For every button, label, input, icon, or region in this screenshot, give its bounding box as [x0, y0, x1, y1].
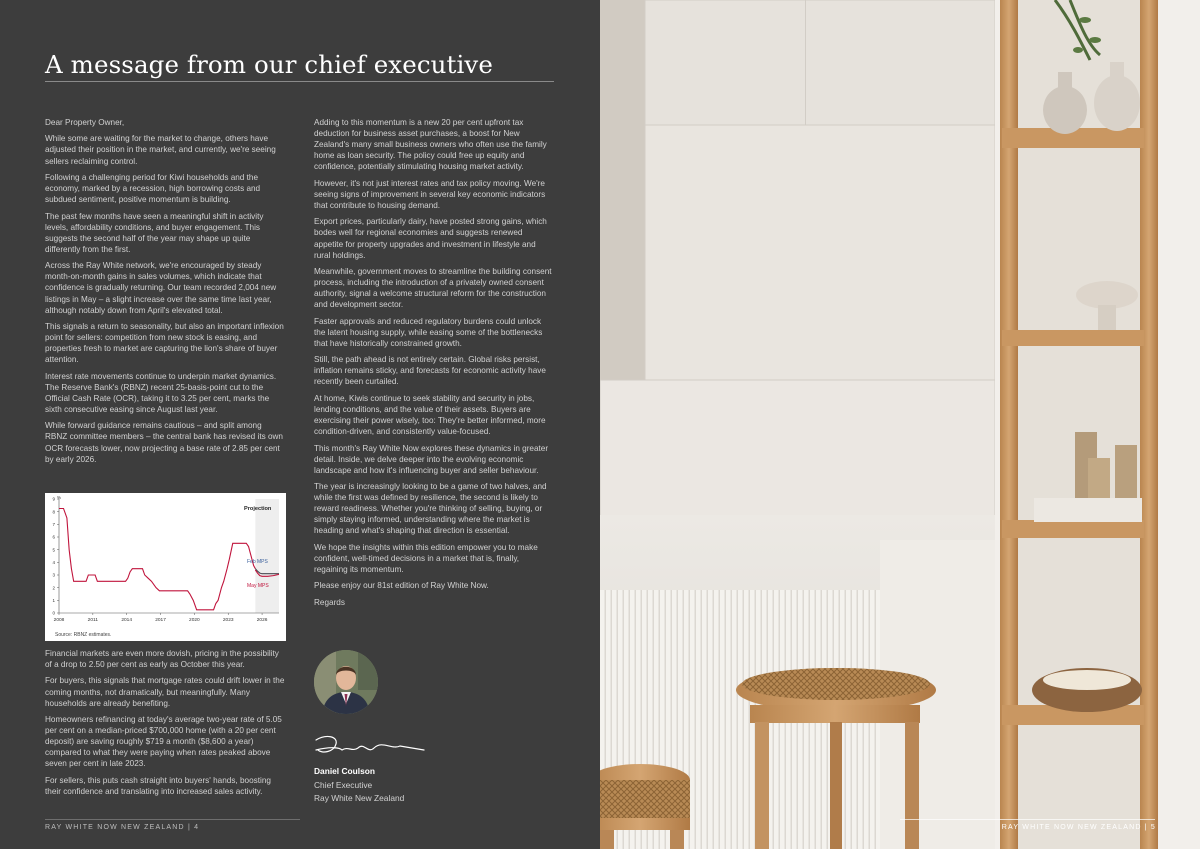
signatory-details — [314, 779, 404, 804]
x-tick-label: 2026 — [256, 618, 268, 623]
candle — [1088, 458, 1110, 503]
letter-left-column — [45, 117, 286, 470]
paragraph: This signals a return to seasonality, but also an important inflexion point for sellers: competition from new stock is easing, and properties fresh to market are capturing the lion's share of buyer attention. — [45, 321, 284, 365]
y-tick-label: 0 — [52, 610, 55, 616]
vase — [1094, 75, 1140, 131]
paragraph: The year is increasingly looking to be a game of two halves, and while the first was defined by resilience, the second is likely to reward readiness. Whether you're thinking of selling, buying, or simply staying informed, understanding where the market is heading and what's shaping that direction is essential. — [314, 482, 547, 536]
y-tick-label: 1 — [52, 597, 55, 603]
footer-divider-left — [45, 819, 300, 820]
letter-right-column — [314, 117, 552, 613]
paragraph: Homeowners refinancing at today's average two-year rate of 5.05 per cent on a median-priced $700,000 home (with a 20 per cent deposit) are saving roughly $719 a month ($8,600 a year) compared to what they were paying when rates peaked above seven per cent in late 2023. — [45, 715, 282, 769]
y-tick-label: 2 — [52, 585, 55, 591]
x-tick-label: 2014 — [121, 618, 133, 623]
page-title: A message from our chief executive — [45, 50, 493, 79]
ocr-projection-chart — [45, 493, 286, 641]
paragraph: Export prices, particularly dairy, have posted strong gains, which bodes well for regional economies and suggests renewed appetite for property upgrades and investment in lifestyle and rural holdings. — [314, 217, 547, 260]
ceo-signature — [312, 728, 432, 762]
interior-photo — [600, 0, 1200, 849]
paragraph: For buyers, this signals that mortgage rates could drift lower in the coming months, not dramatically, but meaningfully. Many households are already benefiting. — [45, 676, 285, 708]
y-tick-label: 6 — [52, 534, 55, 540]
vase — [1043, 86, 1087, 134]
ceo-portrait — [314, 650, 378, 714]
paragraph: Dear Property Owner, — [45, 118, 125, 127]
candle — [1115, 445, 1137, 503]
footer-right-folio: RAY WHITE NOW NEW ZEALAND | 5 — [1001, 824, 1156, 831]
x-tick-label: 2020 — [189, 618, 200, 623]
footer-divider-right — [900, 819, 1155, 820]
x-tick-label: 2017 — [155, 618, 166, 623]
projection-shade — [255, 499, 279, 613]
x-tick-label: 2023 — [222, 618, 234, 623]
y-tick-label: 8 — [52, 509, 55, 515]
paragraph: Following a challenging period for Kiwi households and the economy, marked by a recession, high borrowing costs and subdued sentiment, positive momentum is building. — [45, 172, 261, 205]
paragraph: Please enjoy our 81st edition of Ray White Now. — [314, 581, 489, 591]
chart-source: Source: RBNZ estimates. — [55, 632, 112, 638]
portrait-image — [314, 650, 378, 714]
chart-y-axis-label: % — [57, 495, 62, 500]
paragraph: However, it's not just interest rates and tax policy moving. We're seeing signs of improvement in several key economic indicators that contribute to housing demand. — [314, 178, 546, 210]
title-divider — [45, 81, 554, 82]
shelf — [1002, 330, 1144, 346]
paragraph: This month's Ray White Now explores these dynamics in greater detail. Inside, we delve deeper into the evolving economic landscape and how it's influencing buyer and seller behaviour. — [314, 443, 549, 475]
paragraph: Faster approvals and reduced regulatory burdens could unlock the latent housing supply, while easing some of the bottlenecks that have historically constrained growth. — [314, 316, 543, 348]
paragraph: Interest rate movements continue to underpin market dynamics. The Reserve Bank's (RBNZ) recent 25-basis-point cut to the Official Cash Rate (OCR), taking it to 3.25 per cent, marks the sixth consecutive easing since August last year. — [45, 371, 277, 414]
paragraph: Regards — [314, 597, 345, 607]
y-tick-label: 7 — [52, 521, 55, 527]
paragraph: Meanwhile, government moves to streamline the building consent process, including the introduction of a privately owned consent authority, signal a welcome structural reform for the construction and development sector. — [314, 267, 552, 310]
ocr-chart-svg — [45, 493, 286, 641]
paragraph: Financial markets are even more dovish, pricing in the possibility of a drop to 2.50 per cent as early as October this year. — [45, 649, 279, 670]
y-tick-label: 3 — [52, 572, 55, 578]
paragraph: Still, the path ahead is not entirely certain. Global risks persist, inflation remains sticky, and forecasts for economic activity have recently been curtailed. — [314, 355, 546, 387]
ceramic-bowl — [1076, 281, 1138, 309]
shelf — [1002, 520, 1144, 538]
paragraph: Across the Ray White network, we're encouraged by steady month-on-month gains in sales volumes, which indicate that confidence is gradually returning. Our team recorded 2,004 new listings in May – a slight increase over the same time last year, although notably down from April's elevated total. — [45, 261, 277, 315]
legend-feb-mps: Feb MPS — [247, 559, 268, 565]
signatory-name: Daniel Coulson — [314, 766, 375, 776]
y-tick-label: 4 — [52, 559, 55, 565]
paragraph: While forward guidance remains cautious – and split among RBNZ committee members – the central bank has revised its own OCR forecasts lower, now projecting a base rate of 2.85 per cent by early 2026. — [45, 421, 283, 464]
paragraph: The past few months have seen a meaningful shift in activity levels, affordability conditions, and buyer engagement. This suggests the second half of the year may shape up quite differently from the first. — [45, 211, 264, 254]
paragraph: For sellers, this puts cash straight into buyers' hands, boosting their confidence and translating into increased sales activity. — [45, 775, 271, 796]
paragraph: While some are waiting for the market to change, others have adjusted their position in the market, and currently, we're seeing sellers reclaiming control. — [45, 134, 276, 166]
signatory-org: Ray White New Zealand — [314, 792, 405, 803]
chart-annotation: Projection — [244, 506, 272, 512]
legend-may-mps: May MPS — [247, 583, 269, 589]
x-tick-label: 2011 — [87, 618, 99, 623]
paragraph: We hope the insights within this edition empower you to make confident, well-timed decisions in a market that is, finally, regaining its momentum. — [314, 542, 538, 575]
paragraph: At home, Kiwis continue to seek stability and security in jobs, lending conditions, and the value of their assets. Buyers are exercising their power wisely, too: They're better informed, more condition-driven, and consistently value-focused. — [314, 393, 546, 437]
series-line-history — [59, 509, 255, 610]
letter-left-bottom-column — [45, 648, 286, 802]
books — [1034, 498, 1142, 522]
paragraph: Adding to this momentum is a new 20 per cent upfront tax deduction for business asset purchases, a boost for New Zealand's many small business owners who often use the family home as loan security. The policy could free up equity and confidence, potentially stimulating housing market activity. — [314, 118, 547, 172]
footer-left-folio: RAY WHITE NOW NEW ZEALAND | 4 — [45, 824, 200, 831]
x-tick-label: 2008 — [53, 618, 65, 623]
signatory-role: Chief Executive — [314, 780, 373, 790]
y-tick-label: 5 — [52, 547, 55, 553]
right-page-photo — [600, 0, 1200, 849]
y-tick-label: 9 — [52, 496, 55, 502]
